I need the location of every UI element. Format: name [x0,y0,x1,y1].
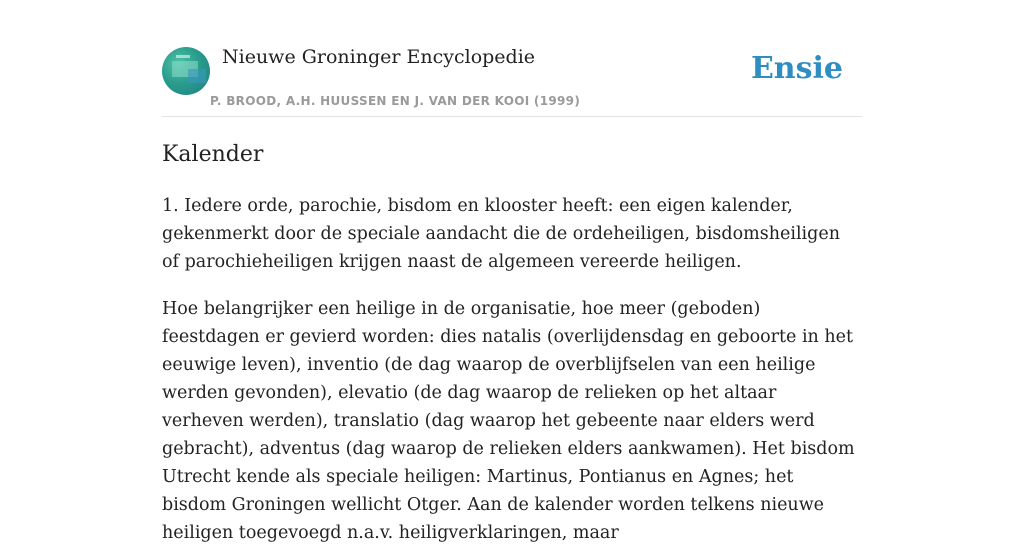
book-cover-icon[interactable] [162,47,210,95]
ensie-logo[interactable]: Ensie [750,51,843,86]
cover-detail [176,55,190,58]
authors-line: P. BROOD, A.H. HUUSSEN EN J. VAN DER KOOI (1999) [210,94,581,108]
encyclopedia-title[interactable]: Nieuwe Groninger Encyclopedie [222,46,536,68]
cover-detail [188,69,206,83]
article-paragraph: Hoe belangrijker een heilige in de organisatie, hoe meer (geboden) feestdagen er gevierd worden: dies natalis (overlijdensdag en geboorte in het eeuwige leven), inventio (de dag waarop de overblijfselen van een heilige werden gevonden), elevatio (de dag waarop de relieken op het altaar verheven werden), translatio (dag waarop het gebeente naar elders werd gebracht), adventus (dag waarop de relieken elders aankwamen). Het bisdom Utrecht kende als speciale heiligen: Martinus, Pontianus en Agnes; het bisdom Groningen wellicht Otger. Aan de kalender worden telkens nieuwe heiligen toegevoegd n.a.v. heiligverklaringen, maar [162,299,855,543]
header [162,0,862,117]
article-paragraph: 1. Iedere orde, parochie, bisdom en klooster heeft: een eigen kalender, gekenmerkt door de speciale aandacht die de ordeheiligen, bisdomsheiligen of parochieheiligen krijgen naast de algemeen vereerde heiligen. [162,196,840,272]
article-title: Kalender [162,142,264,167]
article [162,140,862,547]
